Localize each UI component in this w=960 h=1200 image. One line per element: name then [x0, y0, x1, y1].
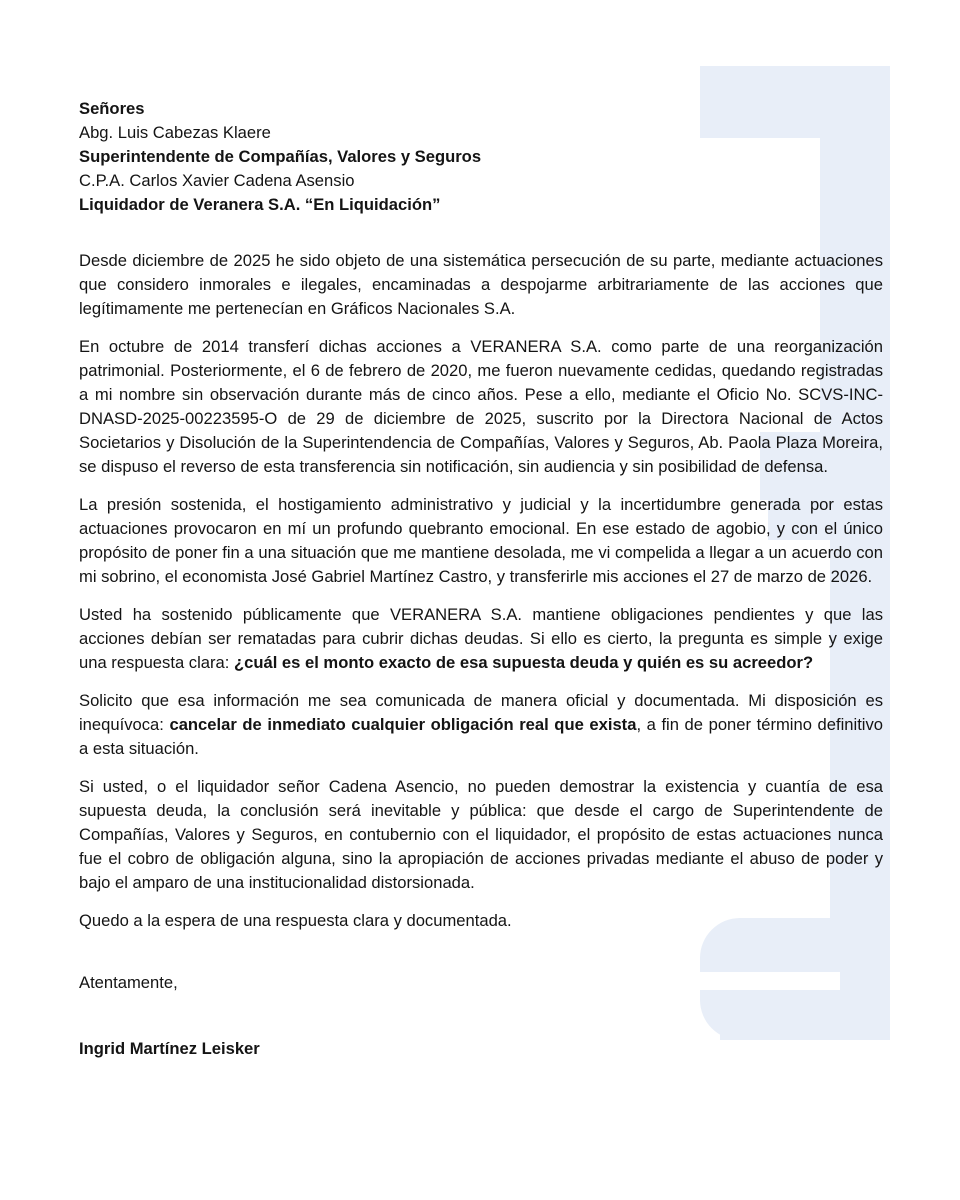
- recipient-1-title: Superintendente de Compañías, Valores y Seguros: [79, 147, 482, 166]
- paragraph-5-text-end: , a fin de poner término definitivo a esta situación.: [79, 715, 884, 758]
- paragraph-5: [79, 689, 883, 761]
- paragraph-4-question: ¿cuál es el monto exacto de esa supuesta deuda y quién es su acreedor?: [233, 653, 814, 672]
- paragraph-4: [79, 603, 883, 675]
- paragraph-5-emphasis: cancelar de inmediato cualquier obligación real que exista: [169, 715, 637, 734]
- paragraph-1: Desde diciembre de 2025 he sido objeto de una sistemática persecución de su parte, mediante actuaciones que considero inmorales e ilegales, encaminadas a despojarme arbitrariamente de las acciones que legítimamente me pertenecían en Gráficos Nacionales S.A.: [79, 251, 883, 318]
- paragraph-3: La presión sostenida, el hostigamiento administrativo y judicial y la incertidumbre generada por estas actuaciones provocaron en mí un profundo quebranto emocional. En ese estado de agobio, y con el único propósito de poner fin a una situación que me mantiene desolada, me vi compelida a llegar a un acuerdo con mi sobrino, el economista José Gabriel Martínez Castro, y transferirle mis acciones el 27 de marzo de 2026.: [79, 495, 883, 586]
- paragraph-5-text-start: Solicito que esa información me sea comunicada de manera oficial y documentada. Mi disposición es inequívoca:: [79, 691, 883, 734]
- paragraph-2: En octubre de 2014 transferí dichas acciones a VERANERA S.A. como parte de una reorganización patrimonial. Posteriormente, el 6 de febrero de 2020, me fueron nuevamente cedidas, quedando registradas a mi nombre sin observación durante más de cinco años. Pese a ello, mediante el Oficio No. SCVS-INC-DNASD-2025-00223595-O de 29 de diciembre de 2025, suscrito por la Directora Nacional de Actos Societarios y Disolución de la Superintendencia de Compañías, Valores y Seguros, Ab. Paola Plaza Moreira, se dispuso el reverso de esta transferencia sin notificación, sin audiencia y sin posibilidad de defensa.: [79, 337, 883, 476]
- greeting: Señores: [79, 99, 145, 118]
- signature-name: Ingrid Martínez Leisker: [79, 1039, 260, 1058]
- addressee-block: [79, 97, 883, 217]
- recipient-2-name: C.P.A. Carlos Xavier Cadena Asensio: [79, 171, 355, 190]
- paragraph-6: Si usted, o el liquidador señor Cadena Asencio, no pueden demostrar la existencia y cuantía de esa supuesta deuda, la conclusión será inevitable y pública: que desde el cargo de Superintendente de Compañías, Valores y Seguros, en contubernio con el liquidador, el propósito de estas actuaciones nunca fue el cobro de obligación alguna, sino la apropiación de acciones privadas mediante el abuso de poder y bajo el amparo de una institucionalidad distorsionada.: [79, 777, 883, 892]
- letter-body: [79, 249, 883, 933]
- paragraph-7: Quedo a la espera de una respuesta clara y documentada.: [79, 911, 512, 930]
- recipient-2-title: Liquidador de Veranera S.A. “En Liquidación”: [79, 195, 441, 214]
- closing: Atentamente,: [79, 973, 178, 992]
- paragraph-4-text: Usted ha sostenido públicamente que VERANERA S.A. mantiene obligaciones pendientes y que las acciones debían ser rematadas para cubrir dichas deudas. Si ello es cierto, la pregunta es simple y exige una respuesta clara:: [79, 605, 883, 672]
- recipient-1-name: Abg. Luis Cabezas Klaere: [79, 123, 271, 142]
- letter: [79, 97, 883, 1061]
